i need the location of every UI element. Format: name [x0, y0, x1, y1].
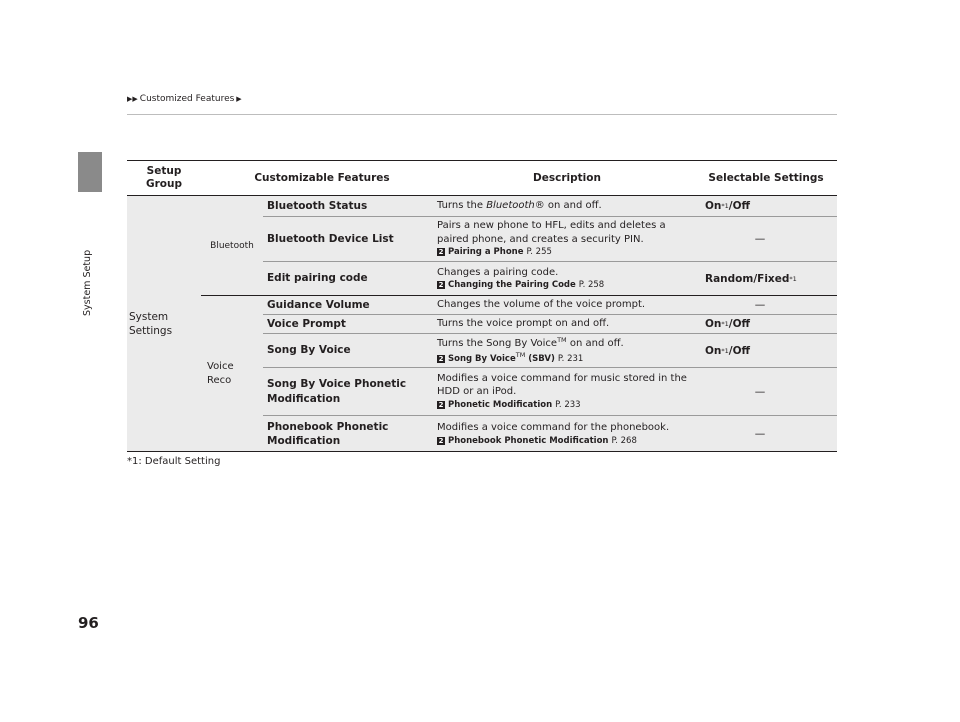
feature-name: Guidance Volume: [267, 298, 370, 311]
selectable-setting: On *1 /Off: [705, 200, 751, 212]
feature-description: Changes a pairing code. 2 Changing the Pairing Code P. 258: [437, 262, 699, 295]
feature-name: Voice Prompt: [267, 317, 346, 330]
feature-description: Turns the Song By Voice™ on and off. 2 Song By Voice™ (SBV) P. 231: [437, 334, 699, 367]
feature-description: Turns the Bluetooth® on and off.: [437, 200, 602, 212]
selectable-setting: —: [754, 385, 766, 398]
selectable-setting: —: [754, 299, 766, 311]
table-row: [263, 416, 837, 452]
side-section-label: System Setup: [82, 249, 93, 316]
group-system-settings: System Settings: [129, 310, 173, 337]
selectable-setting: On *1 /Off: [705, 344, 751, 357]
selectable-setting: Random/Fixed *1: [705, 272, 797, 285]
feature-name: Bluetooth Status: [267, 199, 368, 212]
feature-name: Song By Voice Phonetic Modification: [267, 378, 407, 405]
cross-reference-link[interactable]: 2 Phonetic Modification P. 233: [438, 399, 581, 410]
cross-reference-link[interactable]: 2 Pairing a Phone P. 255: [438, 247, 552, 258]
table-row: [263, 368, 837, 416]
section-tab-marker: [78, 152, 102, 192]
reference-arrow-icon: 2: [438, 248, 444, 257]
feature-name: Phonebook Phonetic Modification: [267, 420, 389, 447]
header-selectable-settings: Selectable Settings: [708, 171, 824, 184]
subgroup-bluetooth: Bluetooth: [210, 240, 254, 251]
table-row: [263, 296, 837, 315]
feature-description: Modifies a voice command for the phonebook. 2 Phonebook Phonetic Modification P. 268: [437, 416, 699, 452]
header-description: Description: [533, 171, 601, 184]
header-customizable-features: Customizable Features: [254, 171, 390, 184]
table-row: [263, 334, 837, 368]
selectable-setting: —: [754, 428, 766, 440]
cross-reference-link[interactable]: 2 Changing the Pairing Code P. 258: [438, 280, 605, 291]
table-row: [263, 217, 837, 262]
customized-features-table: [127, 160, 837, 452]
feature-name: Song By Voice: [267, 344, 351, 357]
selectable-setting: On *1 /Off: [705, 318, 751, 330]
reference-arrow-icon: 2: [438, 400, 444, 409]
breadcrumb: [127, 94, 242, 104]
cross-reference-link[interactable]: 2 Song By Voice™ (SBV) P. 231: [438, 351, 584, 365]
selectable-setting: —: [754, 233, 766, 245]
feature-description: Modifies a voice command for music stored in the HDD or an iPod. 2 Phonetic Modification P. 233: [437, 368, 699, 415]
feature-name: Edit pairing code: [267, 272, 368, 285]
breadcrumb-section[interactable]: Customized Features: [139, 94, 235, 104]
subgroup-voice-reco: Voice Reco: [207, 361, 234, 386]
header-divider: [127, 114, 837, 115]
breadcrumb-arrow-icon: ▶▶: [127, 95, 138, 103]
feature-description: Changes the volume of the voice prompt.: [437, 299, 646, 311]
table-row: [263, 315, 837, 334]
feature-description: Turns the voice prompt on and off.: [437, 318, 610, 330]
reference-arrow-icon: 2: [438, 355, 444, 364]
header-setup-group: Setup Group: [145, 165, 182, 190]
feature-description: Pairs a new phone to HFL, edits and deletes a paired phone, and creates a security PIN. 2 Pairing a Phone P. 255: [437, 217, 699, 261]
feature-name: Bluetooth Device List: [267, 232, 394, 245]
table-header: [127, 160, 837, 196]
reference-arrow-icon: 2: [438, 436, 444, 445]
cross-reference-link[interactable]: 2 Phonebook Phonetic Modification P. 268: [438, 435, 637, 446]
table-row: [263, 196, 837, 217]
table-body: [127, 196, 837, 452]
footnote: *1: Default Setting: [127, 456, 221, 467]
reference-arrow-icon: 2: [438, 281, 444, 290]
page-number: 96: [78, 614, 99, 632]
table-row: [263, 262, 837, 295]
breadcrumb-arrow-icon: ▶: [236, 95, 242, 103]
